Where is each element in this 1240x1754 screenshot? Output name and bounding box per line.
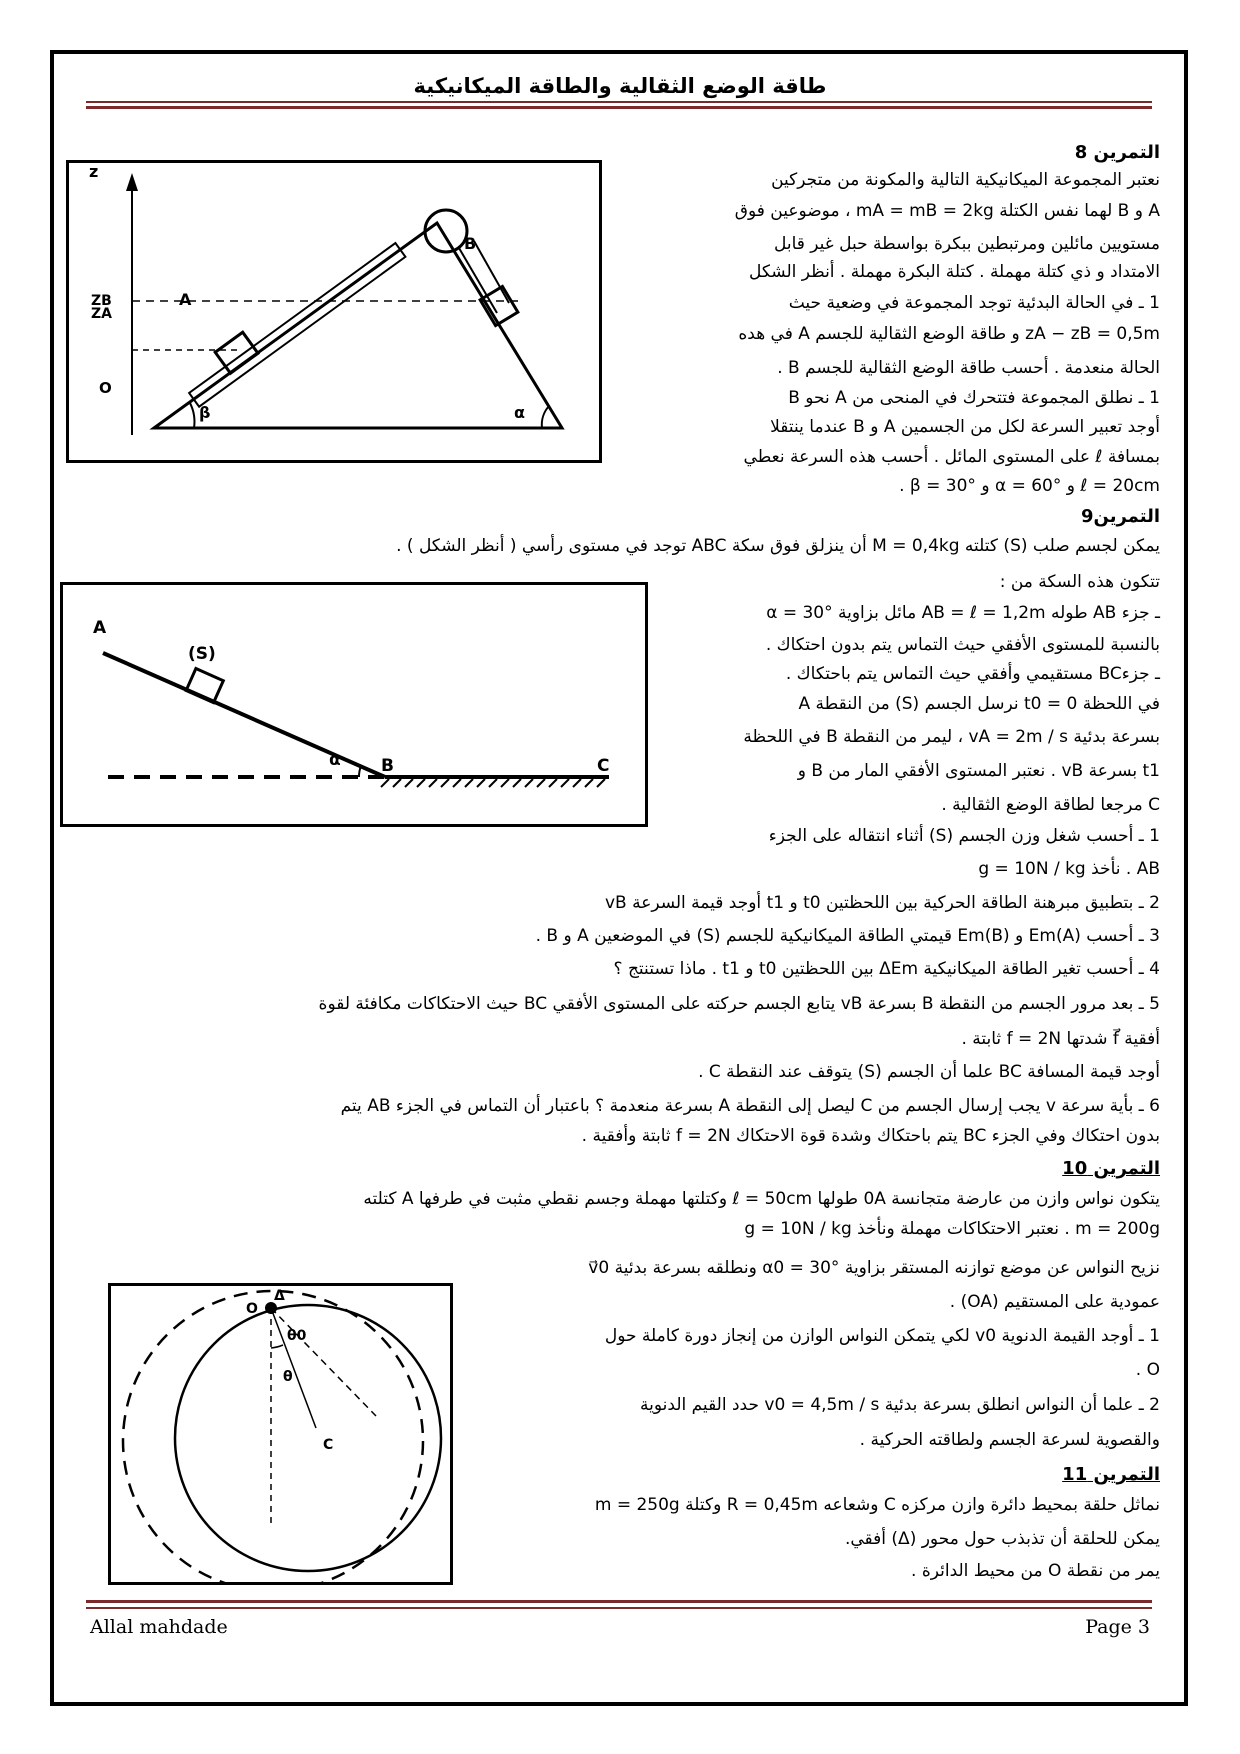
ex10-figure [108, 1283, 453, 1585]
ex8-line: بمسافة ℓ على المستوى المائل . أحسب هذه السرعة نعطي [743, 447, 1160, 467]
ex8-line: ℓ = 20cm و α = 60° و β = 30° . [899, 476, 1160, 496]
ex9-line: بسرعة بدئية vA = 2m / s ، ليمر من النقطة B في اللحظة [743, 727, 1160, 747]
ex9-line: 4 ـ أحسب تغير الطاقة الميكانيكية ΔEm بين اللحظتين t0 و t1 . ماذا تستنتج ؟ [613, 959, 1160, 979]
fig10-theta0: θ0 [287, 1328, 307, 1344]
ex9-line: 2 ـ بتطبيق مبرهنة الطاقة الحركية بين اللحظتين t0 و t1 أوجد قيمة السرعة vB [604, 893, 1160, 913]
ex9-line: 5 ـ بعد مرور الجسم من النقطة B بسرعة vB يتابع الجسم حركته على المستوى الأفقي BC حيث الاحتكاكات مكافئة لقوة [318, 994, 1160, 1014]
ex11-line: يمر من نقطة O من محيط الدائرة . [911, 1561, 1160, 1581]
ex11-heading: التمرين 11 [1062, 1464, 1160, 1485]
ex10-line: عمودية على المستقيم (OA) . [949, 1292, 1160, 1312]
fig9-point-c: C [597, 756, 610, 776]
ex10-heading: التمرين 10 [1062, 1158, 1160, 1179]
ex8-line: zA − zB = 0,5m و طاقة الوضع الثقالية للجسم A في هده [738, 324, 1160, 344]
fig9-point-a: A [93, 618, 107, 638]
fig9-alpha: α [329, 750, 341, 770]
ex9-diagram [63, 585, 645, 824]
fig8-zb-label: ZB [91, 293, 112, 309]
ex9-line: 1 ـ أحسب شغل وزن الجسم (S) أثناء انتقاله على الجزء [768, 826, 1160, 846]
footer-author: Allal mahdade [90, 1616, 228, 1638]
fig10-theta: θ [283, 1369, 293, 1385]
ex10-line: 1 ـ أوجد القيمة الدنوية v0 لكي يتمكن النواس الوازن من إنجاز دورة كاملة حول [604, 1326, 1160, 1346]
ex9-line: في اللحظة t0 = 0 نرسل الجسم (S) من النقطة A [798, 694, 1160, 714]
ex8-line: مستويين مائلين ومرتبطين ببكرة بواسطة حبل غير قابل [773, 234, 1160, 254]
ex9-line: 6 ـ بأية سرعة v يجب إرسال الجسم من C ليصل إلى النقطة A بسرعة منعدمة ؟ باعتبار أن التماس في الجزء AB يتم [340, 1096, 1160, 1116]
ex9-line: ـ جزءBC مستقيمي وأفقي حيث التماس يتم باحتكاك . [785, 664, 1160, 684]
ex8-line: الامتداد و ذي كتلة مهملة . كتلة البكرة مهملة . أنظر الشكل [749, 262, 1160, 282]
ex8-figure [66, 160, 602, 463]
ex10-diagram [111, 1286, 450, 1582]
fig8-za-label: ZA [91, 306, 112, 322]
footer-page-number: Page 3 [1085, 1616, 1150, 1638]
page-title: طاقة الوضع الثقالية والطاقة الميكانيكية [413, 74, 827, 98]
ex10-line: نزيح النواس عن موضع توازنه المستقر بزاوية α0 = 30° ونطلقه بسرعة بدئية v⃗0 [588, 1258, 1160, 1278]
ex9-heading: التمرين9 [1080, 506, 1160, 527]
fig8-beta: β [199, 403, 211, 422]
ex8-line: نعتبر المجموعة الميكانيكية التالية والمكونة من متجركين [771, 170, 1160, 190]
ex9-line: 3 ـ أحسب Em(A) و Em(B) قيمتي الطاقة الميكانيكية للجسم (S) في الموضعين A و B . [535, 926, 1160, 946]
fig8-alpha: α [514, 403, 525, 422]
ex8-line: الحالة منعدمة . أحسب طاقة الوضع الثقالية للجسم B . [777, 358, 1160, 378]
ex10-line: يتكون نواس وازن من عارضة متجانسة 0A طولها ℓ = 50cm وكتلتها مهملة وجسم نقطي مثبت في طرفها A كتلته [363, 1189, 1160, 1209]
fig8-origin: O [99, 379, 112, 397]
fig9-body: (S) [188, 644, 216, 664]
ex9-line: بدون احتكاك وفي الجزء BC يتم باحتكاك وشدة قوة الاحتكاك f = 2N ثابتة وأفقية . [581, 1126, 1160, 1146]
footer-rule-2 [86, 1607, 1152, 1609]
ex9-figure [60, 582, 648, 827]
ex9-line: ـ جزء AB طوله AB = ℓ = 1,2m مائل بزاوية α = 30° [766, 603, 1160, 623]
ex9-line: بالنسبة للمستوى الأفقي حيث التماس يتم بدون احتكاك . [765, 635, 1160, 655]
ex8-line: 1 ـ نطلق المجموعة فتتحرك في المنحى من A نحو B [788, 388, 1160, 408]
ex9-line: C مرجعا لطاقة الوضع الثقالية . [941, 795, 1160, 815]
fig8-z-label: z [89, 163, 99, 181]
fig10-axis: Δ [274, 1288, 285, 1304]
ex8-diagram [69, 163, 599, 460]
fig8-body-a: A [179, 290, 192, 309]
ex9-intro: يمكن لجسم صلب (S) كتلته M = 0,4kg أن ينزلق فوق سكة ABC توجد في مستوى رأسي ( أنظر الشكل ) . [396, 536, 1160, 556]
ex8-line: أوجد تعبير السرعة لكل من الجسمين A و B عندما ينتقلا [770, 417, 1160, 437]
fig10-point-c: C [323, 1437, 334, 1453]
ex11-line: يمكن للحلقة أن تذبذب حول محور (Δ) أفقي. [844, 1529, 1160, 1549]
ex8-line: A و B لهما نفس الكتلة mA = mB = 2kg ، موضوعين فوق [734, 201, 1160, 221]
title-rule-2 [86, 106, 1152, 109]
ex11-line: نماثل حلقة بمحيط دائرة وازن مركزه C وشعاعه R = 0,45m وكتلة m = 250g [594, 1495, 1160, 1515]
fig9-point-b: B [381, 756, 394, 776]
ex10-line: m = 200g . نعتبر الاحتكاكات مهملة ونأخذ g = 10N / kg [744, 1219, 1160, 1239]
fig10-point-o: O [246, 1301, 258, 1317]
ex8-heading: التمرين 8 [1074, 142, 1160, 163]
ex10-line: 2 ـ علما أن النواس انطلق بسرعة بدئية v0 = 4,5m / s حدد القيم الدنوية [640, 1395, 1160, 1415]
ex9-line: أفقية f⃗ شدتها f = 2N ثابتة . [961, 1029, 1160, 1049]
ex10-line: والقصوية لسرعة الجسم ولطاقته الحركية . [859, 1430, 1160, 1450]
fig8-body-b: B [464, 234, 477, 253]
ex9-line: أوجد قيمة المسافة BC علما أن الجسم (S) يتوقف عند النقطة C . [698, 1062, 1160, 1082]
ex9-line: t1 بسرعة vB . نعتبر المستوى الأفقي المار من B و [797, 761, 1160, 781]
ex8-line: 1 ـ في الحالة البدئية توجد المجموعة في وضعية حيث [788, 293, 1160, 313]
ex10-line: O . [1135, 1360, 1160, 1380]
ex9-line: تتكون هذه السكة من : [999, 572, 1160, 592]
title-rule [86, 101, 1152, 103]
footer-rule [86, 1600, 1152, 1603]
ex9-line: AB . نأخذ g = 10N / kg [978, 859, 1160, 879]
